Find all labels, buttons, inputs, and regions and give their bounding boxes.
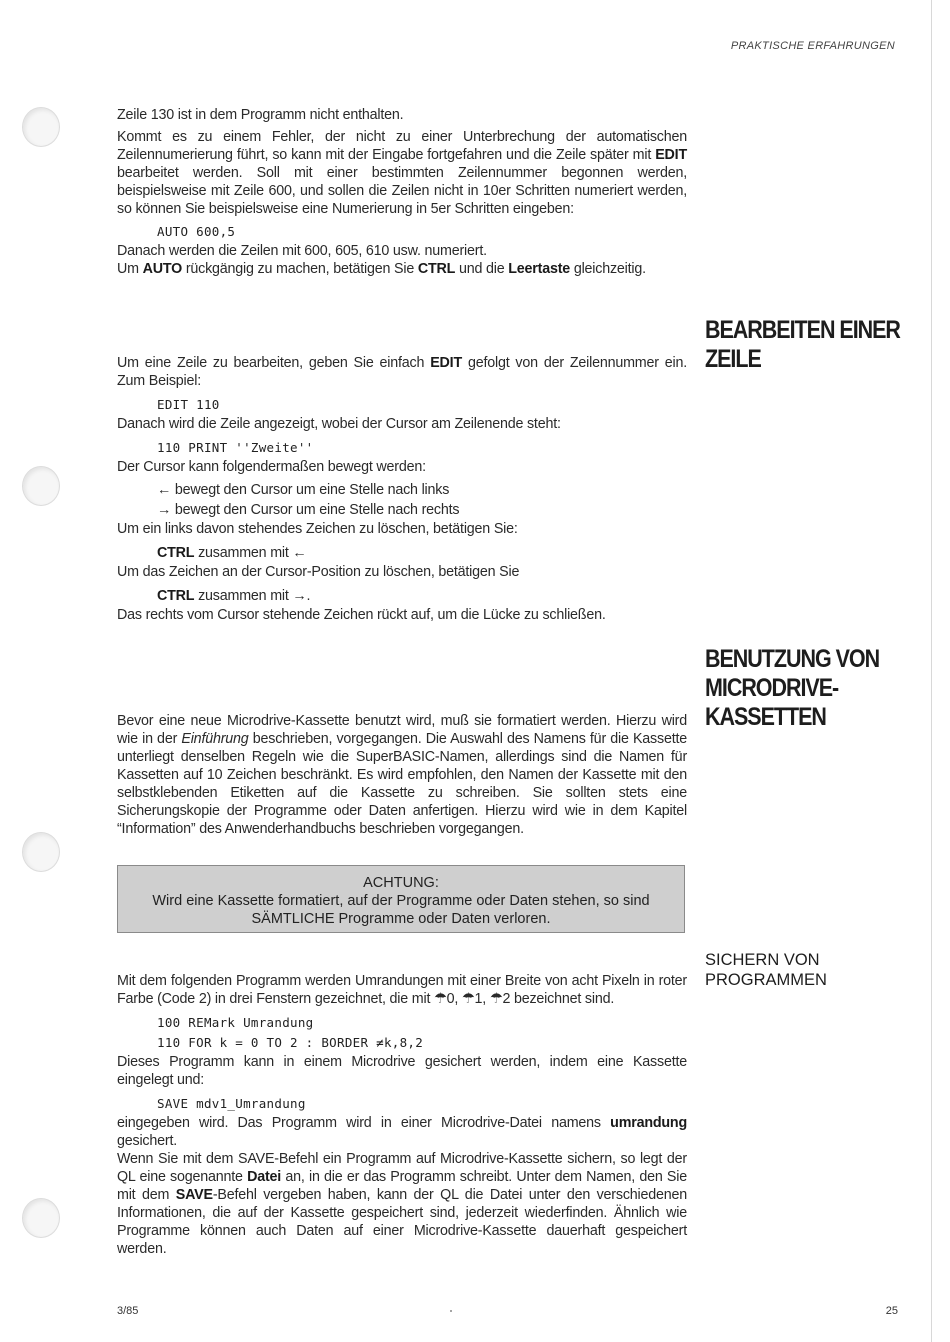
page-number: 25 — [885, 1305, 898, 1317]
paragraph: Das rechts vom Cursor stehende Zeichen rückt auf, um die Lücke zu schließen. — [117, 607, 606, 623]
paragraph: eingegeben wird. Das Programm wird in einer Microdrive-Datei namens umrandung gesichert. — [117, 1115, 687, 1149]
page-edge — [931, 0, 932, 1342]
paragraph: Wenn Sie mit dem SAVE-Befehl ein Programm auf Microdrive-Kassette sichern, so legt der QL eine sogenannte Datei an, in die er das Programm schreibt. Unter dem Namen, den Sie mit dem SAVE-Befehl vergeben haben, kann der QL die Datei unter den verschiedenen Informationen, die auf der Kassette gespeichert sind, jederzeit wiederfinden. Ähnlich wie Programme können auch Daten auf einer Microdrive-Kassette dauerhaft gespeichert werden. — [117, 1151, 687, 1257]
section-heading-microdrive: BENUTZUNG VON MICRODRIVE- KASSETTEN — [705, 645, 880, 731]
code-line: 110 PRINT ''Zweite'' — [157, 440, 314, 455]
paragraph: Mit dem folgenden Programm werden Umrandungen mit einer Breite von acht Pixeln in roter Farbe (Code 2) in drei Fenstern gezeichnet, die mit ☂0, ☂1, ☂2 bezeichnet sind. — [117, 973, 687, 1007]
paragraph: Kommt es zu einem Fehler, der nicht zu einer Unterbrechung der automatischen Zeilennumerierung führt, so kann mit der Eingabe fortgefahren und die Zeile später mit EDIT bearbeitet werden. Soll mit einer bestimmten Zeilennummer begonnen werden, beispielsweise mit Zeile 600, und sollen die Zeilen nicht in 10er Schritten numeriert werden, so können Sie beispielsweise eine Numerierung in 5er Schritten eingeben: — [117, 129, 687, 217]
key-instruction: CTRL zusammen mit →. — [157, 588, 311, 604]
section-bearbeiten — [117, 354, 687, 624]
section-heading-sichern: SICHERN VON PROGRAMMEN — [705, 951, 827, 989]
code-line: AUTO 600,5 — [157, 224, 236, 239]
list-item: ← bewegt den Cursor um eine Stelle nach links — [157, 482, 450, 498]
section-microdrive — [117, 712, 687, 838]
paragraph: Dieses Programm kann in einem Microdrive gesichert werden, indem eine Kassette eingelegt und: — [117, 1054, 687, 1088]
scan-speck — [450, 1310, 452, 1312]
paragraph: Danach wird die Zeile angezeigt, wobei der Cursor am Zeilenende steht: — [117, 416, 561, 432]
paragraph: Bevor eine neue Microdrive-Kassette benutzt wird, muß sie formatiert werden. Hierzu wird wie in der Einführung beschrieben, vorgegangen. Die Auswahl des Namens für die Kassette unterliegt denselben Regeln wie die SuperBASIC-Namen, allerdings sind die Namen für Kassetten auf 10 Zeichen beschränkt. Es wird empfohlen, den Namen der Kassette mit den selbstklebenden Etiketten auf die Kassette zu schreiben. Sie sollten stets eine Sicherungskopie der Programme oder Daten anfertigen. Hierzu wird wie in dem Kapitel “Information” des Anwenderhandbuchs beschrieben vorgegangen. — [117, 713, 687, 837]
paragraph: Um das Zeichen an der Cursor-Position zu löschen, betätigen Sie — [117, 564, 520, 580]
running-header: PRAKTISCHE ERFAHRUNGEN — [730, 40, 895, 52]
code-line: EDIT 110 — [157, 397, 220, 412]
paragraph: Um eine Zeile zu bearbeiten, geben Sie einfach EDIT gefolgt von der Zeilennummer ein. Zum Beispiel: — [117, 355, 688, 389]
code-line: 110 FOR k = 0 TO 2 : BORDER ≠k,8,2 — [157, 1035, 424, 1050]
paragraph: Um ein links davon stehendes Zeichen zu löschen, betätigen Sie: — [117, 521, 518, 537]
warning-text: SÄMTLICHE Programme oder Daten verloren. — [251, 911, 551, 927]
code-line: 100 REMark Umrandung — [157, 1015, 314, 1030]
footer-date: 3/85 — [117, 1305, 139, 1317]
paragraph: Danach werden die Zeilen mit 600, 605, 610 usw. numeriert. — [117, 243, 487, 259]
paragraph: Zeile 130 ist in dem Programm nicht enthalten. — [117, 107, 404, 123]
paragraph: Um AUTO rückgängig zu machen, betätigen Sie CTRL und die Leertaste gleichzeitig. — [117, 261, 646, 277]
section-sichern — [117, 972, 687, 1258]
punch-hole — [22, 832, 60, 872]
warning-text: Wird eine Kassette formatiert, auf der Programme oder Daten stehen, so sind — [152, 893, 650, 909]
punch-hole — [22, 1198, 60, 1238]
punch-hole — [22, 466, 60, 506]
key-instruction: CTRL zusammen mit ← — [157, 545, 307, 561]
list-item: → bewegt den Cursor um eine Stelle nach rechts — [157, 502, 460, 518]
punch-hole — [22, 107, 60, 147]
paragraph: Der Cursor kann folgendermaßen bewegt werden: — [117, 459, 426, 475]
warning-title: ACHTUNG: — [363, 875, 439, 891]
warning-box — [117, 865, 685, 933]
code-line: SAVE mdv1_Umrandung — [157, 1096, 306, 1111]
section-auto-continued — [117, 106, 687, 278]
section-heading-bearbeiten: BEARBEITEN EINER ZEILE — [705, 316, 900, 373]
